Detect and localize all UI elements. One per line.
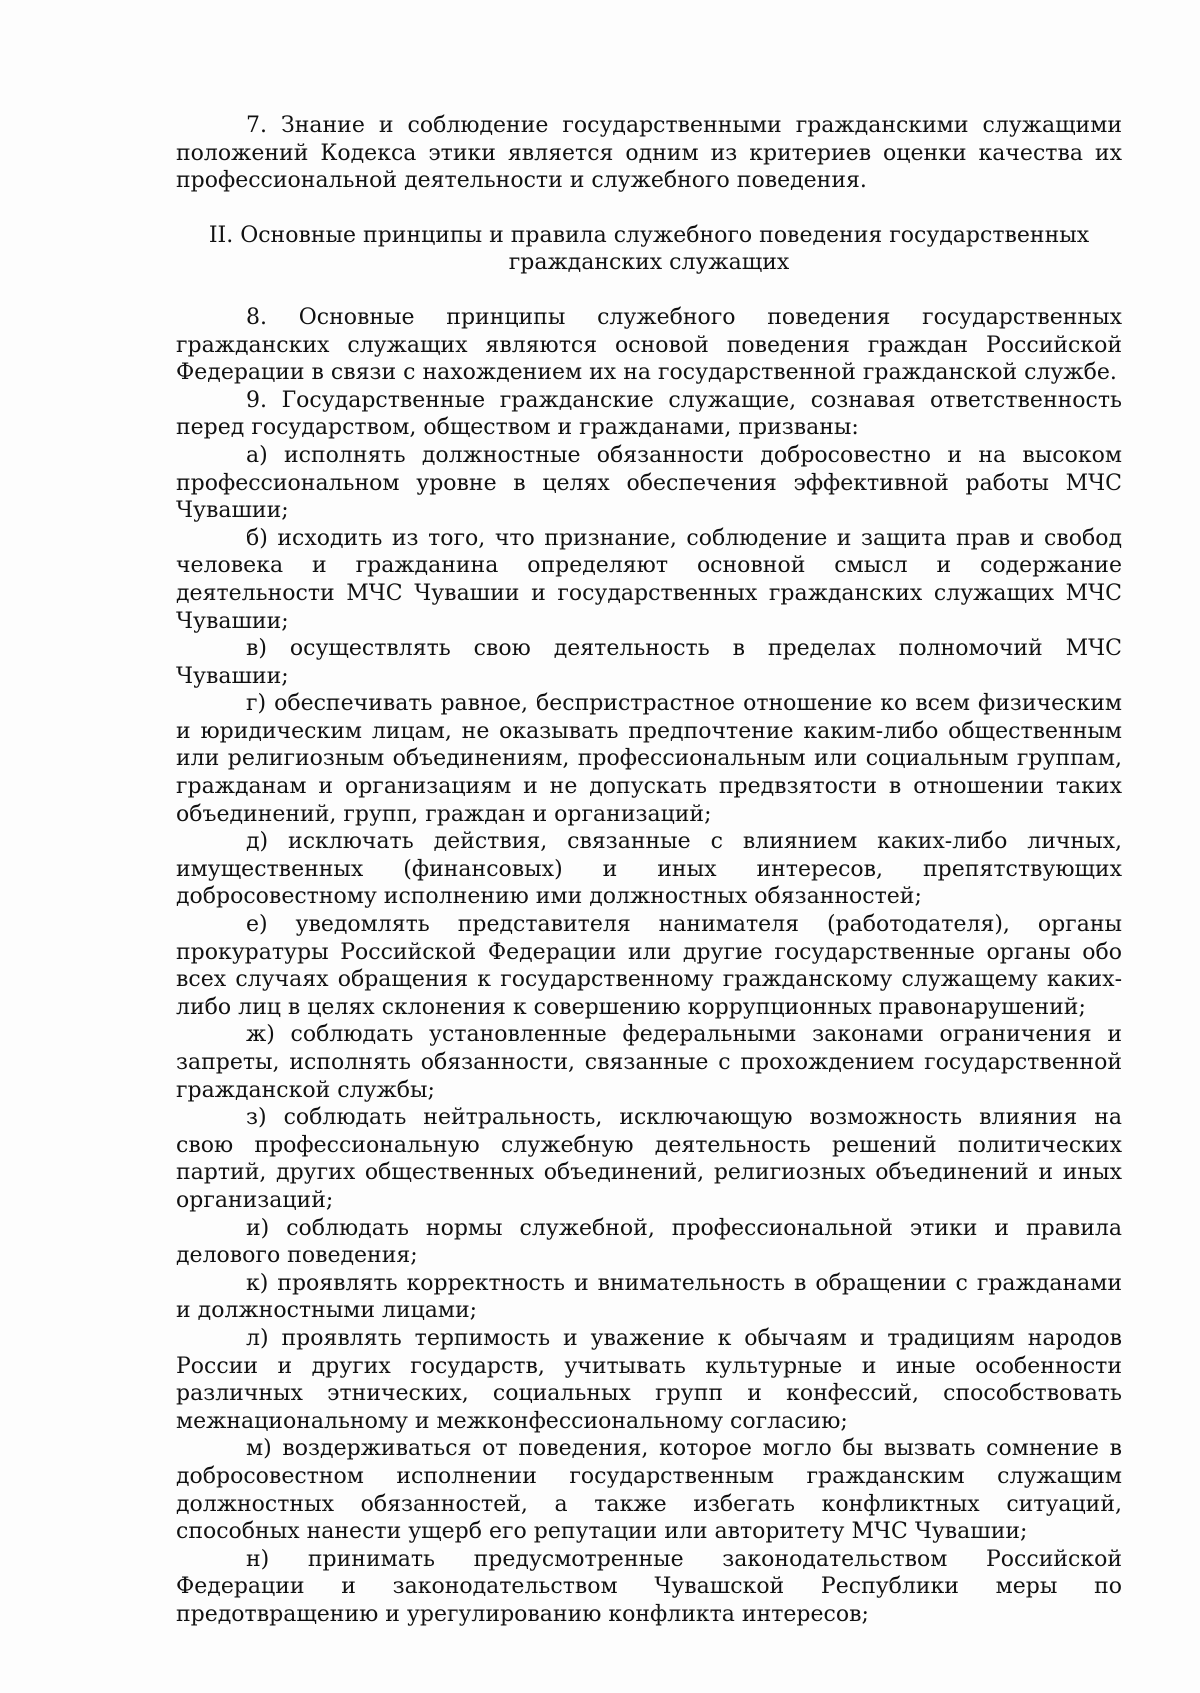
paragraph-8: 8. Основные принципы служебного поведения государственных гражданских служащих являются основой поведения граждан Российской Федерации в связи с нахождением их на государственной гражданской службе. xyxy=(176,304,1122,386)
list-item-l: л) проявлять терпимость и уважение к обычаям и традициям народов России и других государств, учитывать культурные и иные особенности различных этнических, социальных групп и конфессий, способствовать межнациональному и межконфессиональному согласию; xyxy=(176,1325,1122,1434)
list-item-v: в) осуществлять свою деятельность в пределах полномочий МЧС Чувашии; xyxy=(176,636,1122,689)
list-item-z: з) соблюдать нейтральность, исключающую возможность влияния на свою профессиональную служебную деятельность решений политических партий, других общественных объединений, религиозных объединений и иных организаций; xyxy=(176,1105,1122,1213)
spacer xyxy=(176,195,1122,222)
list-item-d: д) исключать действия, связанные с влиянием каких-либо личных, имущественных (финансовых) и иных интересов, препятствующих добросовестному исполнению ими должностных обязанностей; xyxy=(176,829,1122,910)
list-item-i: и) соблюдать нормы служебной, профессиональной этики и правила делового поведения; xyxy=(176,1215,1122,1269)
section-heading-line-1: II. Основные принципы и правила служебного поведения государственных xyxy=(208,222,1090,248)
list-item-n: н) принимать предусмотренные законодательством Российской Федерации и законодательством Чувашской Республики меры по предотвращению и урегулированию конфликта интересов; xyxy=(176,1546,1122,1627)
paragraph-7: 7. Знание и соблюдение государственными гражданскими служащими положений Кодекса этики является одним из критериев оценки качества их профессиональной деятельности и служебного поведения. xyxy=(176,113,1122,194)
list-item-a: а) исполнять должностные обязанности добросовестно и на высоком профессиональном уровне в целях обеспечения эффективной работы МЧС Чувашии; xyxy=(176,442,1122,524)
list-item-zh: ж) соблюдать установленные федеральными законами ограничения и запреты, исполнять обязанности, связанные с прохождением государственной гражданской службы; xyxy=(176,1022,1122,1103)
section-heading-line-2: гражданских служащих xyxy=(508,250,790,276)
paragraph-9: 9. Государственные гражданские служащие, сознавая ответственность перед государством, обществом и гражданами, призваны: xyxy=(176,387,1122,441)
list-item-b: б) исходить из того, что признание, соблюдение и защита прав и свобод человека и гражданина определяют основной смысл и содержание деятельности МЧС Чувашии и государственных гражданских служащих МЧС Чувашии; xyxy=(176,525,1122,634)
spacer xyxy=(176,277,1122,304)
section-heading xyxy=(176,222,1122,277)
list-item-e: е) уведомлять представителя нанимателя (работодателя), органы прокуратуры Российской Федерации или другие государственные органы обо всех случаях обращения к государственному гражданскому служащему каких-либо лиц в целях склонения к совершению коррупционных правонарушений; xyxy=(176,912,1122,1020)
list-item-m: м) воздерживаться от поведения, которое могло бы вызвать сомнение в добросовестном исполнении государственным гражданским служащим должностных обязанностей, а также избегать конфликтных ситуаций, способных нанести ущерб его репутации или авторитету МЧС Чувашии; xyxy=(176,1436,1122,1545)
document-body xyxy=(176,112,1122,1628)
list-item-k: к) проявлять корректность и внимательность в обращении с гражданами и должностными лицами; xyxy=(176,1270,1122,1324)
list-item-g: г) обеспечивать равное, беспристрастное отношение ко всем физическим и юридическим лицам, не оказывать предпочтение каким-либо общественным или религиозным объединениям, профессиональным или социальным группам, гражданам и организациям и не допускать предвзятости в отношении таких объединений, групп, граждан и организаций; xyxy=(176,691,1122,827)
